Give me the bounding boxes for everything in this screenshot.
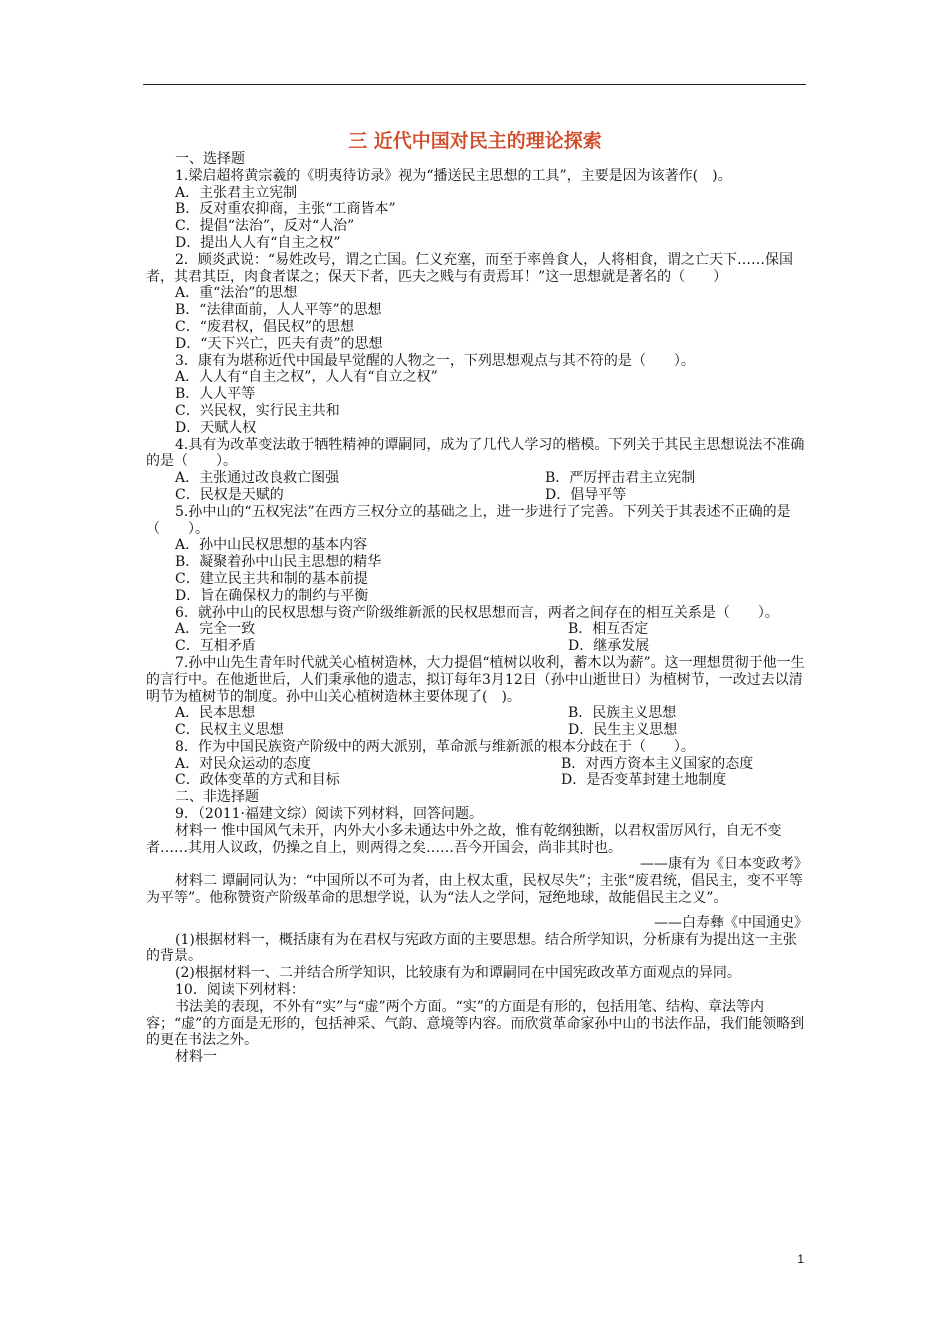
q10-body: 书法美的表现，不外有“实”与“虚”两个方面。“实”的方面是有形的，包括用笔、结构、章法等内容；“虚”的方面是无形的，包括神采、气韵、意境等内容。而欣赏革命家孙中山的书法作品，我们能领略到的更在书法之外。 (146, 998, 805, 1049)
q2-option-b: B．“法律面前，人人平等”的思想 (175, 302, 382, 319)
q9-material-1: 材料一 惟中国风气未开，内外大小多未通达中外之故，惟有乾纲独断，以君权雷厉风行，自无不变者……其用人议政，仍操之自上，则两得之矣……吾今开国会，尚非其时也。 (146, 822, 782, 856)
q4-option-d: D．倡导平等 (545, 486, 627, 503)
q1-option-a: A．主张君主立宪制 (175, 184, 298, 201)
question-4-stem: 4.具有为改革变法敢于牺牲精神的谭嗣同，成为了几代人学习的楷模。下列关于其民主思想说法不准确的是（ ）。 (146, 436, 805, 470)
q9-part-1: (1)根据材料一，概括康有为在君权与宪政方面的主要思想。结合所学知识，分析康有为提出这一主张的背景。 (146, 931, 797, 965)
q6-option-b: B．相互否定 (568, 621, 649, 638)
question-3-stem: 3．康有为堪称近代中国最早觉醒的人物之一，下列思想观点与其不符的是（ ）。 (175, 352, 695, 369)
q1-option-c: C．提倡“法治”，反对“人治” (175, 218, 355, 235)
q5-option-a: A．孙中山民权思想的基本内容 (175, 537, 368, 554)
page-number: 1 (797, 1252, 804, 1266)
document-body (146, 151, 808, 1066)
q8-option-d: D．是否变革封建土地制度 (561, 772, 727, 789)
q9-material-2: 材料二 谭嗣同认为：“中国所以不可为者，由上权太重，民权尽失”；主张“废君统，倡民主，变不平等为平等”。他称赞资产阶级革命的思想学说，认为“法人之学问，冠绝地球，故能倡民主之义”。 (146, 873, 803, 907)
q6-options-row-2 (146, 638, 808, 655)
q3-option-c: C．兴民权，实行民主共和 (175, 402, 340, 419)
section-heading-choice: 一、选择题 (175, 151, 245, 167)
question-8-stem: 8．作为中国民族资产阶级中的两大派别，革命派与维新派的根本分歧在于（ ）。 (175, 738, 695, 755)
question-6-stem: 6．就孙中山的民权思想与资产阶级维新派的民权思想而言，两者之间存在的相互关系是（ ）。 (175, 604, 779, 621)
q10-material-1-label: 材料一 (175, 1049, 217, 1066)
q4-option-c: C．民权是天赋的 (175, 486, 284, 503)
q8-options-row-2 (146, 772, 808, 789)
q8-option-b: B．对西方资本主义国家的态度 (561, 755, 754, 772)
q8-option-a: A．对民众运动的态度 (175, 755, 312, 772)
q6-option-d: D．继承发展 (568, 638, 650, 655)
q5-option-b: B．凝聚着孙中山民主思想的精华 (175, 554, 382, 571)
q6-options-row-1 (146, 621, 808, 638)
q2-option-a: A．重“法治”的思想 (175, 285, 298, 302)
q4-options-row-1 (146, 470, 808, 487)
q8-option-c: C．政体变革的方式和目标 (175, 772, 340, 789)
q7-option-a: A．民本思想 (175, 705, 256, 722)
q1-option-b: B．反对重农抑商，主张“工商皆本” (175, 201, 396, 218)
q9-part-2: (2)根据材料一、二并结合所学知识，比较康有为和谭嗣同在中国宪政改革方面观点的异同。 (175, 965, 741, 982)
q6-option-c: C．互相矛盾 (175, 638, 256, 655)
spacer (146, 907, 808, 915)
q7-option-b: B．民族主义思想 (568, 705, 677, 722)
q3-option-b: B．人人平等 (175, 386, 256, 403)
q3-option-a: A．人人有“自主之权”，人人有“自立之权” (175, 369, 438, 386)
q5-option-c: C．建立民主共和制的基本前提 (175, 570, 368, 587)
question-1-stem: 1.梁启超将黄宗羲的《明夷待访录》视为“播送民主思想的工具”，主要是因为该著作( )。 (175, 167, 732, 184)
q4-options-row-2 (146, 487, 808, 504)
question-5-stem: 5.孙中山的“五权宪法”在西方三权分立的基础之上，进一步进行了完善。下列关于其表述不正确的是（ ）。 (146, 503, 791, 537)
q9-material-1-source: ——康有为《日本变政考》 (640, 856, 808, 873)
q2-option-d: D．“天下兴亡，匹夫有责”的思想 (175, 335, 383, 352)
q4-option-b: B．严厉抨击君主立宪制 (545, 470, 696, 487)
question-7-stem: 7.孙中山先生青年时代就关心植树造林，大力提倡“植树以收利，蓄木以为薪”。这一理想贯彻于他一生的言行中。在他逝世后，人们秉承他的遗志，拟订每年3月12日（孙中山逝世日）为植树节，一改过去以清明节为植树节的制度。孙中山关心植树造林主要体现了( )。 (146, 654, 805, 705)
q7-options-row-2 (146, 722, 808, 739)
q9-material-2-source: ——白寿彝《中国通史》 (654, 914, 808, 931)
q1-option-d: D．提出人人有“自主之权” (175, 234, 341, 251)
q7-option-d: D．民生主义思想 (568, 722, 678, 739)
q7-options-row-1 (146, 705, 808, 722)
q6-option-a: A．完全一致 (175, 621, 256, 638)
q4-option-a: A．主张通过改良救亡图强 (175, 470, 340, 487)
q3-option-d: D．天赋人权 (175, 419, 257, 436)
question-9-intro: 9．（2011·福建文综）阅读下列材料，回答问题。 (175, 806, 483, 823)
q5-option-d: D．旨在确保权力的制约与平衡 (175, 587, 369, 604)
q8-options-row-1 (146, 756, 808, 773)
page-title: 三 近代中国对民主的理论探索 (348, 130, 602, 152)
section-heading-nonchoice: 二、非选择题 (175, 789, 259, 806)
q7-option-c: C．民权主义思想 (175, 722, 284, 739)
question-10-intro: 10．阅读下列材料： (175, 982, 305, 999)
header-rule (143, 84, 806, 85)
question-2-stem: 2．顾炎武说：“易姓改号，谓之亡国。仁义充塞，而至于率兽食人，人将相食，谓之亡天下……保国者，其君其臣，肉食者谋之；保天下者，匹夫之贱与有责焉耳！”这一思想就是著名的（ ） (146, 251, 794, 285)
q2-option-c: C．“废君权，倡民权”的思想 (175, 318, 355, 335)
